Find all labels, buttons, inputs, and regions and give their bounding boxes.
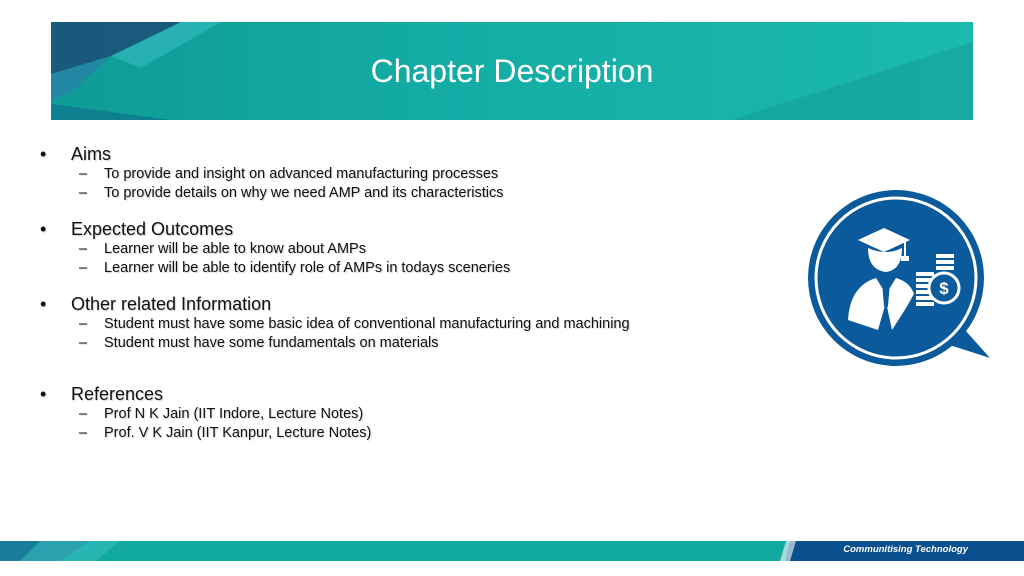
chapter-content (40, 144, 720, 459)
bullet-icon: • (40, 294, 47, 314)
list-item: – Prof. V K Jain (IIT Kanpur, Lecture Notes) (79, 424, 372, 441)
bullet-icon: • (40, 144, 47, 164)
title-banner (51, 22, 973, 120)
list-item: – Student must have some fundamentals on materials (79, 334, 439, 351)
graduate-money-icon (806, 190, 992, 376)
svg-text:$: $ (939, 279, 949, 298)
section-references (40, 384, 720, 442)
section-heading: References (71, 384, 164, 404)
section-heading: Other related Information (71, 294, 272, 314)
page-title: Chapter Description (370, 53, 654, 89)
footer-tagline: Communitising Technology (843, 544, 968, 555)
bullet-icon: • (40, 384, 47, 404)
list-item: – Student must have some basic idea of conventional manufacturing and machining (79, 316, 630, 332)
list-item: – Prof N K Jain (IIT Indore, Lecture Notes) (79, 406, 364, 422)
list-item: – To provide and insight on advanced manufacturing processes (79, 166, 499, 182)
list-item: – To provide details on why we need AMP and its characteristics (79, 184, 504, 201)
section-other-information (40, 294, 720, 352)
section-heading: Expected Outcomes (71, 219, 234, 239)
section-heading: Aims (71, 144, 111, 164)
bullet-icon: • (40, 219, 47, 239)
list-item: – Learner will be able to identify role of AMPs in todays sceneries (79, 259, 511, 276)
list-item: – Learner will be able to know about AMPs (79, 241, 366, 257)
section-aims (40, 144, 720, 202)
section-expected-outcomes (40, 219, 720, 277)
